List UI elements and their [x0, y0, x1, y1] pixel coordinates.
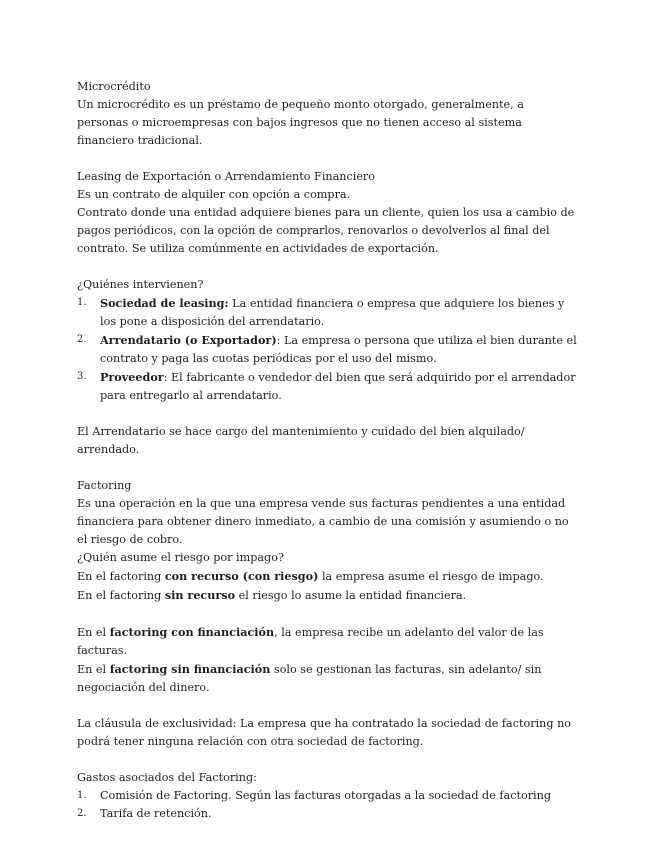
intervienen-list	[77, 294, 577, 405]
gasto-text: Comisión de Factoring. Según las facturas otorgadas a la sociedad de factoring	[100, 789, 551, 802]
sin-financiacion-term: factoring sin financiación	[109, 662, 271, 676]
definition-text: La entidad financiera o empresa que adquiere los bienes y los pone a disposición del arrendatario.	[100, 297, 565, 328]
list-item	[77, 368, 577, 405]
list-number: 1.	[77, 790, 87, 801]
factoring-title: Factoring	[77, 479, 132, 492]
document-body	[77, 78, 577, 823]
leasing-line-1: Es un contrato de alquiler con opción a compra.	[77, 188, 351, 201]
leasing-title: Leasing de Exportación o Arrendamiento Financiero	[77, 170, 376, 183]
sin-recurso-line: En el factoring sin recurso el riesgo lo asume la entidad financiera.	[77, 588, 467, 602]
arrendatario-note: El Arrendatario se hace cargo del mantenimiento y cuidado del bien alquilado/ arrendado.	[77, 425, 525, 456]
list-item	[77, 787, 577, 805]
gastos-list	[77, 787, 577, 823]
list-item	[77, 331, 577, 368]
factoring-text: Es una operación en la que una empresa vende sus facturas pendientes a una entidad financiera para obtener dinero inmediato, a cambio de una comisión y asumiendo o no el riesgo de cobro.	[77, 497, 569, 546]
list-number: 2.	[77, 334, 87, 345]
factoring-question: ¿Quién asume el riesgo por impago?	[77, 551, 284, 564]
list-number: 1.	[77, 297, 87, 308]
con-recurso-line: En el factoring con recurso (con riesgo) la empresa asume el riesgo de impago.	[77, 569, 544, 583]
intervienen-title: ¿Quiénes intervienen?	[77, 278, 204, 291]
list-item	[77, 294, 577, 331]
leasing-line-2: Contrato donde una entidad adquiere bienes para un cliente, quien los usa a cambio de pagos periódicos, con la opción de comprarlos, renovarlos o devolverlos al final del contrato. Se utiliza comúnmente en actividades de exportación.	[77, 206, 575, 255]
gasto-text: Tarifa de retención.	[100, 807, 212, 820]
con-financiacion-term: factoring con financiación	[109, 625, 275, 639]
exclusividad-clause: La cláusula de exclusividad: La empresa que ha contratado la sociedad de factoring no podrá tener ninguna relación con otra sociedad de factoring.	[77, 717, 572, 748]
term-arrendatario: Arrendatario (o Exportador)	[100, 333, 277, 347]
gastos-title: Gastos asociados del Factoring:	[77, 771, 257, 784]
list-number: 3.	[77, 371, 87, 382]
sin-financiacion-line: En el factoring sin financiación solo se gestionan las facturas, sin adelanto/ sin negociación del dinero.	[77, 662, 542, 694]
list-number: 2.	[77, 808, 87, 819]
list-item	[77, 805, 577, 823]
definition-text: : La empresa o persona que utiliza el bien durante el contrato y paga las cuotas periódicas por el uso del mismo.	[100, 334, 577, 365]
con-recurso-term: con recurso (con riesgo)	[164, 569, 319, 583]
term-proveedor: Proveedor	[100, 370, 164, 384]
microcredito-title: Microcrédito	[77, 80, 151, 93]
sin-recurso-term: sin recurso	[164, 588, 236, 602]
term-sociedad-leasing: Sociedad de leasing:	[100, 296, 229, 310]
con-financiacion-line: En el factoring con financiación, la empresa recibe un adelanto del valor de las facturas.	[77, 625, 544, 657]
definition-text: : El fabricante o vendedor del bien que será adquirido por el arrendador para entregarlo al arrendatario.	[100, 371, 576, 402]
microcredito-text: Un microcrédito es un préstamo de pequeño monto otorgado, generalmente, a personas o microempresas con bajos ingresos que no tienen acceso al sistema financiero tradicional.	[77, 98, 524, 147]
